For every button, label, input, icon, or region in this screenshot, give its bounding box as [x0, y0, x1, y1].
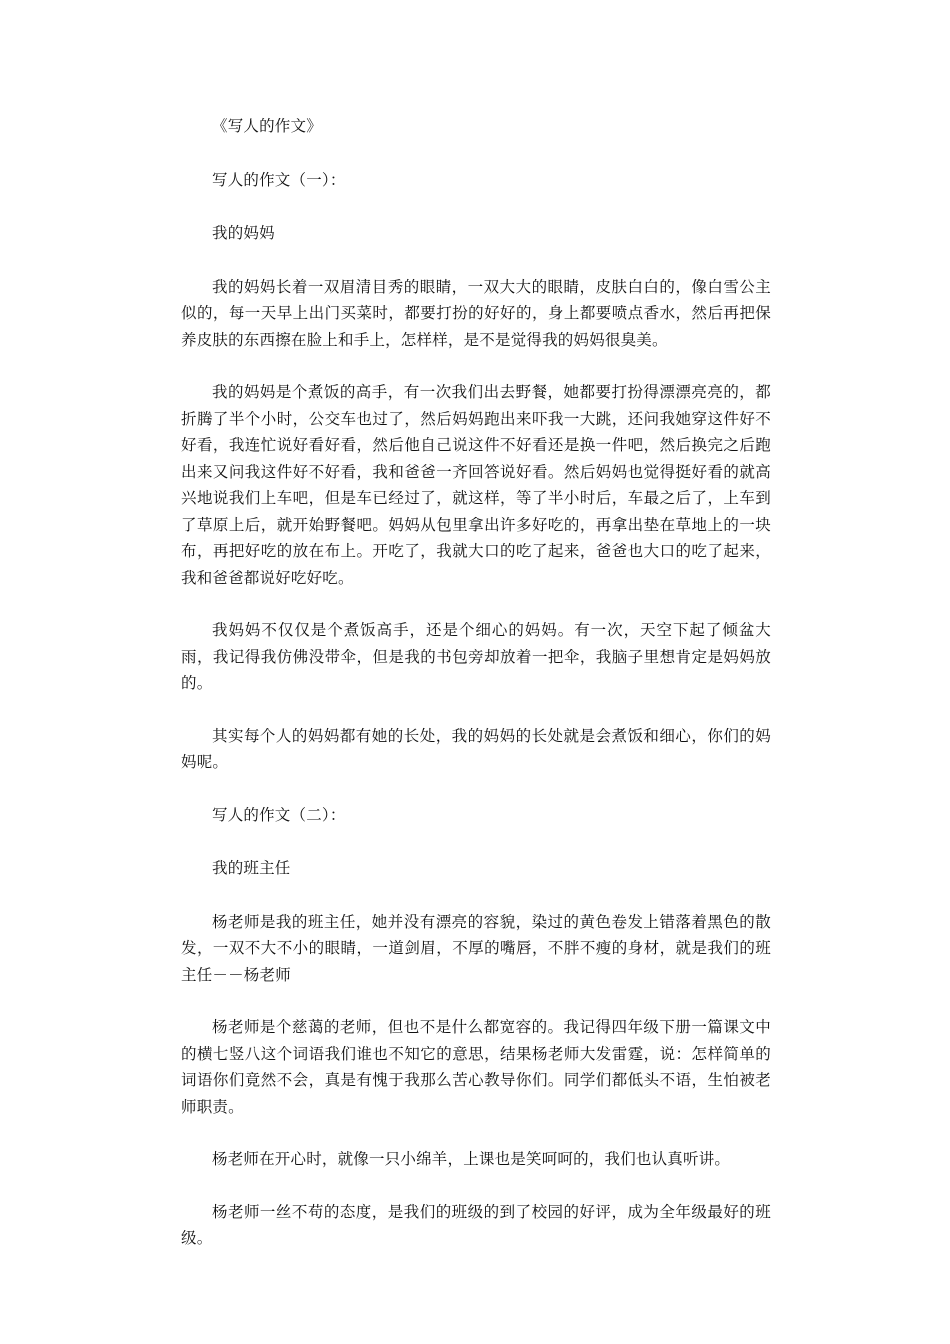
body-paragraph: 杨老师一丝不苟的态度，是我们的班级的到了校园的好评，成为全年级最好的班级。 — [181, 1202, 771, 1247]
body-paragraph: 杨老师是个慈蔼的老师，但也不是什么都宽容的。我记得四年级下册一篇课文中的横七竖八这个词语我们谁也不知它的意思，结果杨老师大发雷霆，说：怎样简单的词语你们竟然不会，真是有愧于我那么苦心教导你们。同学们都低头不语，生怕被老师职责。 — [181, 1018, 771, 1116]
body-paragraph: 我的妈妈长着一双眉清目秀的眼睛，一双大大的眼睛，皮肤白白的，像白雪公主似的，每一天早上出门买菜时，都要打扮的好好的，身上都要喷点香水，然后再把保养皮肤的东西擦在脸上和手上，怎样样，是不是觉得我的妈妈很臭美。 — [181, 277, 771, 349]
section-heading-2: 写人的作文（二）： — [212, 805, 346, 824]
body-paragraph: 杨老师在开心时，就像一只小绵羊，上课也是笑呵呵的，我们也认真听讲。 — [212, 1150, 731, 1168]
document-page — [181, 113, 771, 1278]
body-paragraph: 我的妈妈是个煮饭的高手，有一次我们出去野餐，她都要打扮得漂漂亮亮的，都折腾了半个小时，公交车也过了，然后妈妈跑出来吓我一大跳，还问我她穿这件好不好看，我连忙说好看好看，然后他自己说这件不好看还是换一件吧，然后换完之后跑出来又问我这件好不好看，我和爸爸一齐回答说好看。然后妈妈也觉得挺好看的就高兴地说我们上车吧，但是车已经过了，就这样，等了半小时后，车最之后了，上车到了草原上后，就开始野餐吧。妈妈从包里拿出许多好吃的，再拿出垫在草地上的一块布，再把好吃的放在布上。开吃了，我就大口的吃了起来，爸爸也大口的吃了起来，我和爸爸都说好吃好吃。 — [181, 383, 771, 587]
body-paragraph: 杨老师是我的班主任，她并没有漂亮的容貌，染过的黄色卷发上错落着黑色的散发，一双不大不小的眼睛，一道剑眉，不厚的嘴唇，不胖不瘦的身材，就是我们的班主任－－杨老师 — [181, 912, 771, 984]
essay-title-1: 我的妈妈 — [212, 224, 275, 242]
essay-title-2: 我的班主任 — [212, 859, 291, 877]
body-paragraph: 其实每个人的妈妈都有她的长处，我的妈妈的长处就是会煮饭和细心，你们的妈妈呢。 — [181, 726, 771, 771]
body-paragraph: 我妈妈不仅仅是个煮饭高手，还是个细心的妈妈。有一次，天空下起了倾盆大雨，我记得我仿佛没带伞，但是我的书包旁却放着一把伞，我脑子里想肯定是妈妈放的。 — [181, 621, 771, 692]
document-title: 《写人的作文》 — [212, 117, 322, 135]
section-heading-1: 写人的作文（一）： — [212, 170, 346, 189]
